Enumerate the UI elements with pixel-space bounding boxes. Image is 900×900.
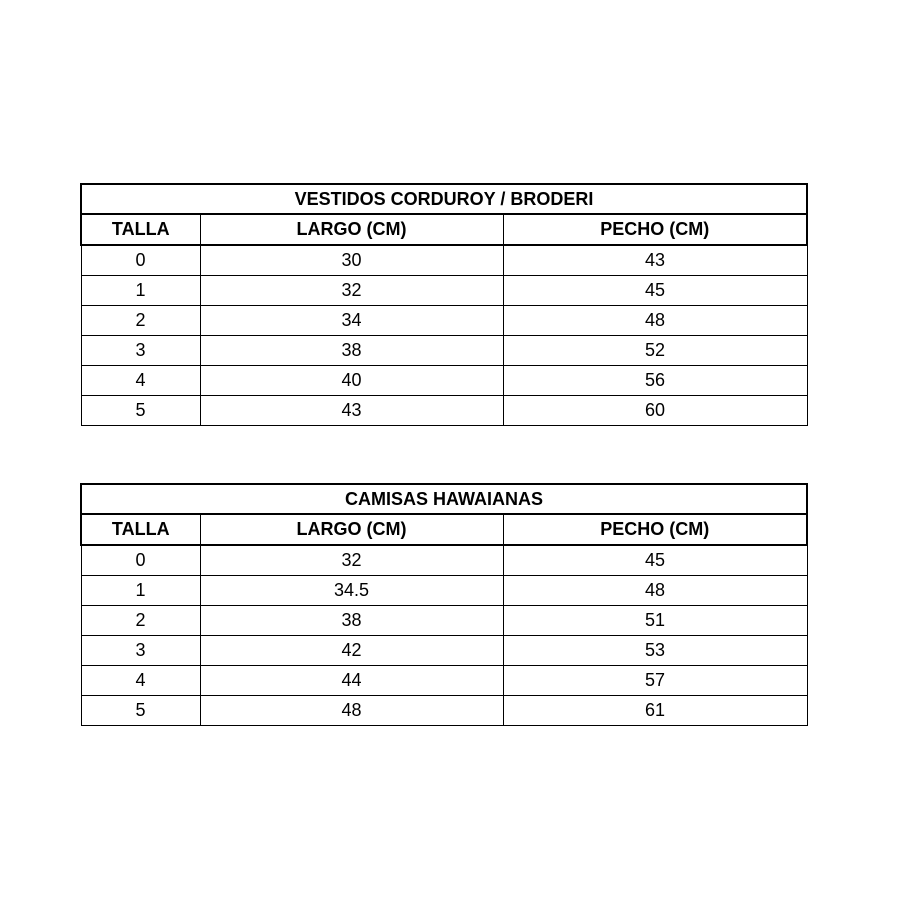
table-row (81, 576, 807, 606)
largo-cell: 48 (200, 696, 503, 726)
talla-cell: 3 (81, 636, 200, 666)
pecho-cell: 51 (503, 606, 807, 636)
talla-cell: 0 (81, 245, 200, 276)
talla-cell: 5 (81, 696, 200, 726)
table-row (81, 636, 807, 666)
largo-cell: 44 (200, 666, 503, 696)
pecho-cell: 45 (503, 276, 807, 306)
largo-cell: 32 (200, 545, 503, 576)
table-title-row (81, 184, 807, 214)
talla-cell: 4 (81, 366, 200, 396)
pecho-cell: 45 (503, 545, 807, 576)
table-row (81, 696, 807, 726)
largo-cell: 32 (200, 276, 503, 306)
column-header-pecho: PECHO (CM) (503, 214, 807, 245)
pecho-cell: 56 (503, 366, 807, 396)
largo-cell: 38 (200, 606, 503, 636)
largo-cell: 34 (200, 306, 503, 336)
pecho-cell: 48 (503, 576, 807, 606)
pecho-cell: 53 (503, 636, 807, 666)
largo-cell: 30 (200, 245, 503, 276)
talla-cell: 4 (81, 666, 200, 696)
largo-cell: 43 (200, 396, 503, 426)
talla-cell: 5 (81, 396, 200, 426)
table-row (81, 396, 807, 426)
talla-cell: 1 (81, 276, 200, 306)
talla-cell: 3 (81, 336, 200, 366)
table-row (81, 606, 807, 636)
talla-cell: 2 (81, 306, 200, 336)
column-header-talla: TALLA (81, 514, 200, 545)
largo-cell: 40 (200, 366, 503, 396)
column-header-largo: LARGO (CM) (200, 214, 503, 245)
vestidos-size-table (80, 183, 808, 426)
pecho-cell: 61 (503, 696, 807, 726)
pecho-cell: 57 (503, 666, 807, 696)
table-row (81, 306, 807, 336)
largo-cell: 34.5 (200, 576, 503, 606)
largo-cell: 42 (200, 636, 503, 666)
talla-cell: 0 (81, 545, 200, 576)
table-title: VESTIDOS CORDUROY / BRODERI (81, 184, 807, 214)
table-row (81, 336, 807, 366)
talla-cell: 2 (81, 606, 200, 636)
table-header-row (81, 514, 807, 545)
column-header-talla: TALLA (81, 214, 200, 245)
pecho-cell: 52 (503, 336, 807, 366)
pecho-cell: 43 (503, 245, 807, 276)
column-header-pecho: PECHO (CM) (503, 514, 807, 545)
pecho-cell: 60 (503, 396, 807, 426)
table-header-row (81, 214, 807, 245)
table-title: CAMISAS HAWAIANAS (81, 484, 807, 514)
largo-cell: 38 (200, 336, 503, 366)
table-row (81, 666, 807, 696)
table-title-row (81, 484, 807, 514)
table-row (81, 245, 807, 276)
talla-cell: 1 (81, 576, 200, 606)
table-row (81, 366, 807, 396)
camisas-size-table (80, 483, 808, 726)
column-header-largo: LARGO (CM) (200, 514, 503, 545)
table-row (81, 276, 807, 306)
table-row (81, 545, 807, 576)
pecho-cell: 48 (503, 306, 807, 336)
